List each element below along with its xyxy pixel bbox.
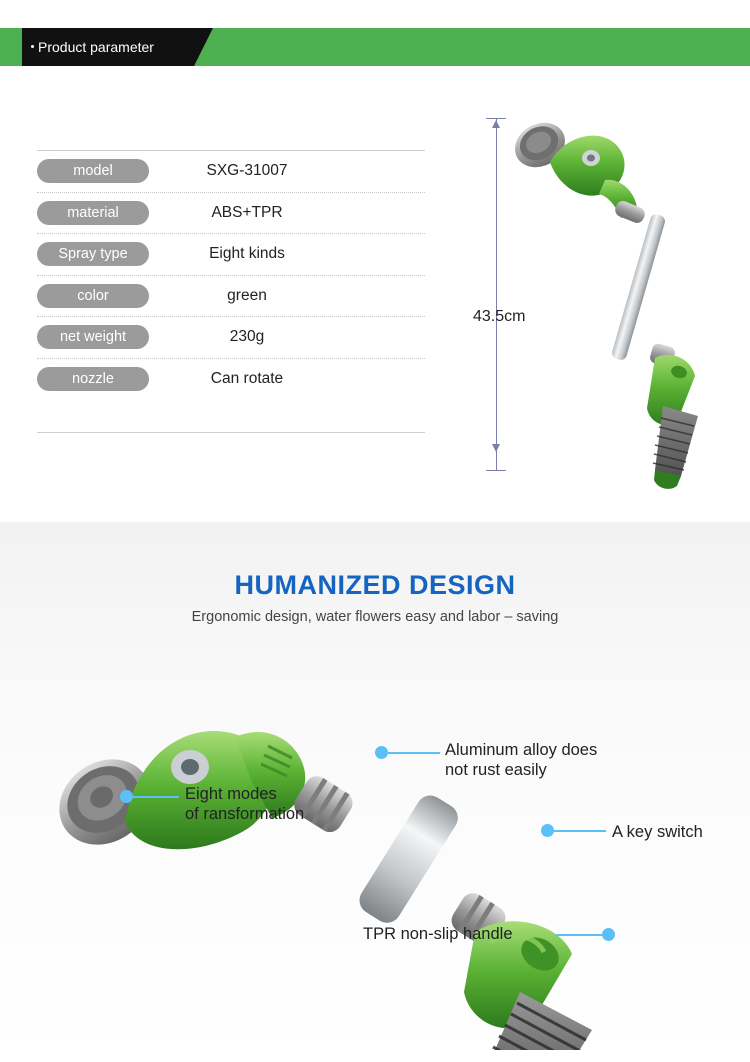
callout-text-line1: Aluminum alloy does bbox=[445, 741, 598, 759]
callout-text-line1: TPR non-slip handle bbox=[363, 925, 513, 943]
sprayer-illustration-top bbox=[455, 100, 735, 500]
product-photo-top bbox=[455, 100, 735, 500]
table-bottom-divider bbox=[37, 432, 425, 433]
callout-line-tpr-handle bbox=[556, 934, 604, 936]
spec-value: green bbox=[227, 286, 267, 304]
spec-value: ABS+TPR bbox=[211, 203, 283, 221]
section-subtitle: Ergonomic design, water flowers easy and labor – saving bbox=[191, 609, 559, 625]
callout-tpr-handle bbox=[363, 924, 513, 944]
bottom-spacer bbox=[0, 1050, 750, 1062]
callout-text-line2: of ransformation bbox=[185, 805, 305, 823]
callout-dot-key-switch bbox=[541, 824, 554, 837]
page-header bbox=[0, 28, 750, 66]
callout-eight-modes bbox=[185, 784, 304, 824]
spec-value: Can rotate bbox=[210, 369, 284, 387]
spec-label: model bbox=[37, 159, 149, 183]
spec-label: nozzle bbox=[37, 367, 149, 391]
spec-value: SXG-31007 bbox=[206, 162, 288, 180]
callout-text-line2: not rust easily bbox=[445, 761, 547, 779]
spec-value: Eight kinds bbox=[209, 245, 285, 263]
spec-label: color bbox=[37, 284, 149, 308]
table-row bbox=[37, 276, 425, 318]
humanized-design-section bbox=[0, 522, 750, 1062]
callout-key-switch bbox=[612, 822, 703, 842]
callout-line-eight-modes bbox=[133, 796, 179, 798]
spec-label: net weight bbox=[37, 325, 149, 349]
callout-text-line1: Eight modes bbox=[185, 785, 277, 803]
table-row bbox=[37, 151, 425, 193]
page-title: Product parameter bbox=[38, 39, 154, 55]
spec-label: Spray type bbox=[37, 242, 149, 266]
dot-icon bbox=[31, 45, 34, 48]
callout-line-key-switch bbox=[554, 830, 606, 832]
callout-dot-eight-modes bbox=[120, 790, 133, 803]
spec-table bbox=[37, 150, 425, 399]
table-row bbox=[37, 234, 425, 276]
callout-dot-aluminum bbox=[375, 746, 388, 759]
callout-aluminum bbox=[445, 740, 597, 780]
sprayer-illustration-bottom bbox=[20, 642, 740, 1062]
spec-value: 230g bbox=[229, 328, 265, 346]
table-row bbox=[37, 359, 425, 400]
spec-label: material bbox=[37, 201, 149, 225]
table-row bbox=[37, 193, 425, 235]
callout-text-line1: A key switch bbox=[612, 823, 703, 841]
dimension-label: 43.5cm bbox=[473, 308, 526, 325]
table-row bbox=[37, 317, 425, 359]
callout-line-aluminum bbox=[388, 752, 440, 754]
section-title: HUMANIZED DESIGN bbox=[234, 570, 516, 600]
